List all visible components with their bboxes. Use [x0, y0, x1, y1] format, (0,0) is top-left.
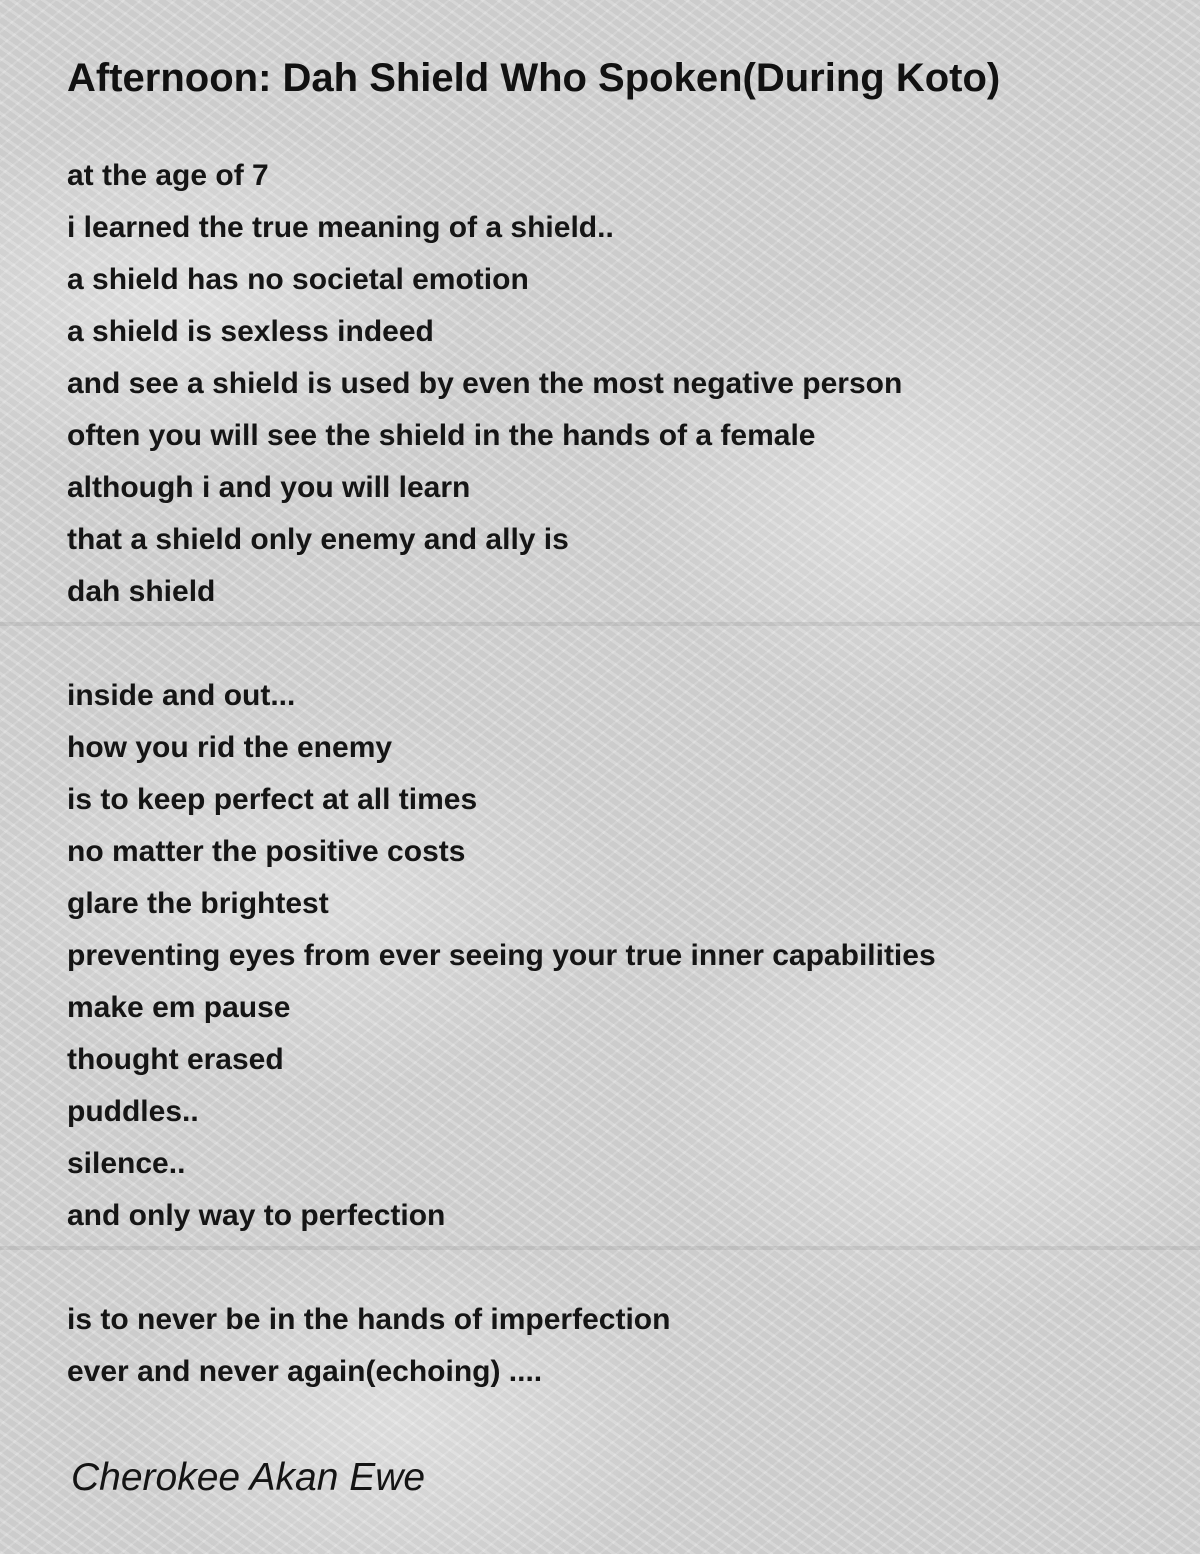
poem-line: that a shield only enemy and ally is [67, 523, 569, 556]
background-seam [0, 1246, 1200, 1250]
poem-line: a shield has no societal emotion [67, 263, 529, 296]
poem-line: at the age of 7 [67, 159, 269, 192]
poem-line: and see a shield is used by even the most negative person [67, 367, 903, 400]
poem-line: puddles.. [67, 1095, 199, 1128]
poem-line: inside and out... [67, 679, 296, 712]
poem-line: a shield is sexless indeed [67, 315, 434, 348]
poem-line: dah shield [67, 575, 216, 608]
poem-line: is to never be in the hands of imperfection [67, 1303, 671, 1336]
stanza-2 [67, 670, 936, 1242]
stanza-3 [67, 1294, 670, 1398]
poem-line: thought erased [67, 1043, 284, 1076]
poem-line: no matter the positive costs [67, 835, 466, 868]
poem-line: preventing eyes from ever seeing your true inner capabilities [67, 939, 936, 972]
poem-line: often you will see the shield in the hands of a female [67, 419, 816, 452]
poem-line: ever and never again(echoing) .... [67, 1355, 543, 1388]
stanza-1 [67, 150, 902, 618]
poem-author: Cherokee Akan Ewe [71, 1456, 426, 1499]
poem-line: is to keep perfect at all times [67, 783, 478, 816]
poem-line: i learned the true meaning of a shield.. [67, 211, 614, 244]
poem-line: and only way to perfection [67, 1199, 446, 1232]
poem-line: make em pause [67, 991, 291, 1024]
poem-line: although i and you will learn [67, 471, 471, 504]
poem-title: Afternoon: Dah Shield Who Spoken(During Koto) [67, 56, 1001, 100]
background-seam [0, 622, 1200, 626]
poem-line: silence.. [67, 1147, 186, 1180]
poem-line: how you rid the enemy [67, 731, 393, 764]
poem-line: glare the brightest [67, 887, 329, 920]
